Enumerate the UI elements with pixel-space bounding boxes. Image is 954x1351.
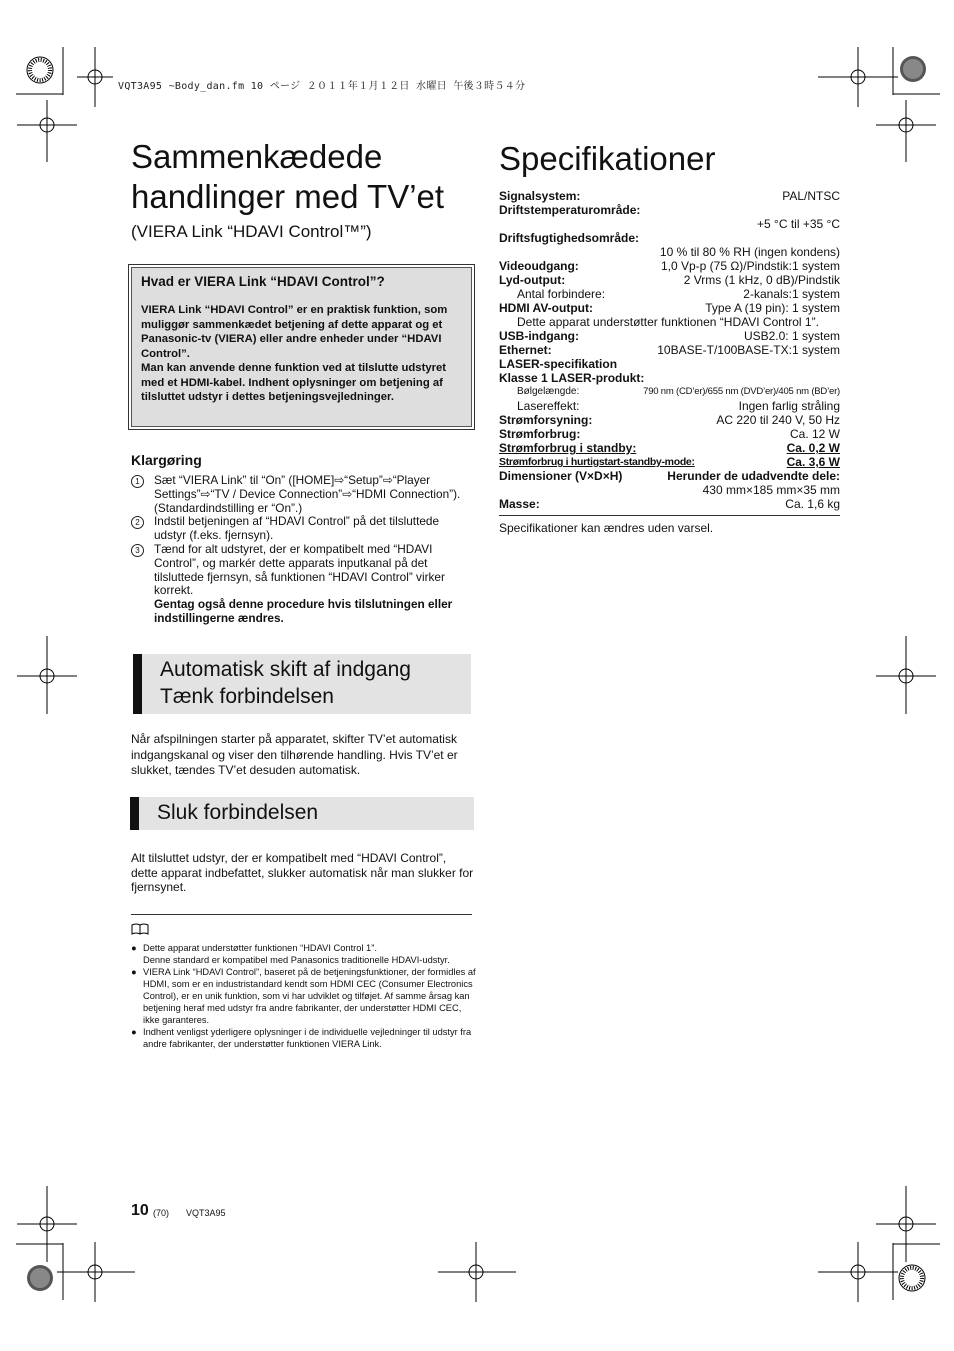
- info-box-para-2: Man kan anvende denne funktion ved at tilslutte udstyret med et HDMI-kabel. Indhent oplysninger om betjening af tilsluttet udstyr i dettes betjeningsvejledninger.: [141, 362, 447, 403]
- spec-label: Strømforbrug i hurtigstart-standby-mode:: [499, 456, 695, 468]
- spec-label: HDMI AV-output:: [499, 301, 593, 315]
- info-box-para-1: VIERA Link “HDAVI Control” er en praktisk funktion, som muliggør sammenkædet betjening af dette apparat og et Panasonic-tv (VIERA) eller andre enheder under “HDAVI Control”.: [141, 304, 448, 360]
- spec-value: +5 °C til +35 °C: [757, 217, 840, 231]
- section-title-line-2: Tænk forbindelsen: [160, 685, 334, 708]
- spec-value: Ca. 0,2 W: [786, 441, 840, 455]
- section-1-text: Når afspilningen starter på apparatet, skifter TV’et automatisk indgangskanal og viser den tilhørende handling. Hvis TV’et er slukket, tændes TV’et desuden automatisk.: [131, 732, 458, 777]
- spec-label: Driftstemperaturområde:: [499, 203, 641, 217]
- spec-label: Strømforsyning:: [499, 413, 593, 427]
- spec-label: Videoudgang:: [499, 259, 579, 273]
- spec-value: 2 Vrms (1 kHz, 0 dB)/Pindstik: [683, 273, 840, 287]
- specs-title: Specifikationer: [499, 140, 716, 177]
- section-title-line-1: Automatisk skift af indgang: [160, 658, 411, 681]
- spec-label: Antal forbindere:: [517, 287, 606, 301]
- spec-label: Masse:: [499, 497, 540, 511]
- spec-value: 790 nm (CD’er)/655 nm (DVD’er)/405 nm (BD’er): [643, 386, 840, 397]
- specs-divider: [499, 515, 840, 516]
- spec-value: Type A (19 pin): 1 system: [705, 301, 840, 315]
- spec-label: Dimensioner (V×D×H): [499, 469, 623, 483]
- info-box: [128, 264, 475, 430]
- spec-value: PAL/NTSC: [782, 189, 840, 203]
- spec-note: Dette apparat understøtter funktionen “HDAVI Control 1”.: [517, 315, 819, 329]
- spec-label: USB-indgang:: [499, 329, 579, 343]
- step-bold-note: Gentag også denne procedure hvis tilslutningen eller indstillingerne ændres.: [154, 597, 453, 625]
- spec-label: Bølgelængde:: [517, 386, 580, 397]
- step-number: 2: [131, 516, 144, 529]
- spec-value: 10BASE-T/100BASE-TX:1 system: [657, 343, 840, 357]
- spec-value: 430 mm×185 mm×35 mm: [702, 483, 840, 497]
- step-item: [131, 474, 474, 515]
- section-bar: [130, 797, 139, 830]
- notes-divider: [131, 914, 472, 915]
- spec-value: 10 % til 80 % RH (ingen kondens): [659, 245, 840, 259]
- section-bar: [133, 654, 142, 714]
- step-text: Sæt “VIERA Link” til “On” ([HOME]⇨“Setup”⇨“Player Settings”⇨“TV / Device Connection”⇨“HDMI Connection”).: [154, 473, 461, 501]
- specs-list: [499, 189, 840, 511]
- spec-value: 2-kanals:1 system: [743, 287, 840, 301]
- document-code: VQT3A95: [186, 1208, 226, 1218]
- spec-label: Strømforbrug:: [499, 427, 581, 441]
- step-item: [131, 543, 474, 626]
- book-icon: [131, 922, 149, 940]
- prep-heading: Klargøring: [131, 452, 202, 468]
- spec-label: Ethernet:: [499, 343, 552, 357]
- page-number: 10: [131, 1202, 149, 1219]
- notes-list: [131, 942, 476, 1050]
- spec-value: Ca. 1,6 kg: [785, 497, 840, 511]
- section-2-text: Alt tilsluttet udstyr, der er kompatibelt med “HDAVI Control”, dette apparat indbefattet, slukker automatisk når man slukker for fjernsynet.: [131, 851, 474, 894]
- spec-label: LASER-specifikation: [499, 357, 618, 371]
- note-item: ● Dette apparat understøtter funktionen “HDAVI Control 1”. Denne standard er kompatibel med Panasonics traditionelle HDAVI-udstyr.: [131, 943, 450, 965]
- spec-label: Lasereffekt:: [517, 399, 580, 413]
- spec-note: Herunder de udadvendte dele:: [667, 469, 840, 483]
- spec-label: Klasse 1 LASER-produkt:: [499, 371, 645, 385]
- spec-value: Ca. 3,6 W: [786, 455, 840, 469]
- specs-footnote: Specifikationer kan ændres uden varsel.: [499, 521, 714, 535]
- step-extra: (Standardindstilling er “On”.): [154, 500, 303, 515]
- spec-label: Strømforbrug i standby:: [499, 441, 637, 455]
- info-box-heading: Hvad er VIERA Link “HDAVI Control”?: [141, 274, 385, 289]
- spec-label: Signalsystem:: [499, 189, 581, 203]
- section-heading-power-off: [130, 797, 474, 830]
- step-number: 3: [131, 544, 144, 557]
- note-text: VIERA Link “HDAVI Control”, baseret på de betjeningsfunktioner, der formidles af HDMI, som er en industristandard kendt som HDMI CEC (Consumer Electronics Control), er en unik funktion, som vi har udviklet og tilføjet. Af samme årsag kan betjening heraf med udstyr fra andre fabrikanter, der understøtter HDMI CEC, ikke garanteres.: [143, 967, 476, 1025]
- step-text: Indstil betjeningen af “HDAVI Control” på det tilsluttede udstyr (f.eks. fjernsyn).: [154, 514, 440, 543]
- note-text: Denne standard er kompatibel med Panasonics traditionelle HDAVI-udstyr.: [143, 955, 450, 965]
- spec-value: 1,0 Vp-p (75 Ω)/Pindstik:1 system: [660, 259, 840, 273]
- print-header: VQT3A95 ~Body_dan.fm 10 ページ ２０１１年１月１２日 水曜日 午後３時５４分: [118, 81, 526, 92]
- crosshair-tl: [77, 47, 113, 107]
- spec-value: USB2.0: 1 system: [743, 329, 840, 343]
- spec-label: Lyd-output:: [499, 273, 566, 287]
- spec-value: Ca. 12 W: [789, 427, 840, 441]
- page-subtitle: (VIERA Link “HDAVI Control™”): [131, 222, 372, 241]
- step-text: Tænd for alt udstyret, der er kompatibelt med “HDAVI Control”, og markér dette apparats inputkanal på det tilsluttede fjernsyn, så funktionen “HDAVI Control” virker korrekt.: [154, 541, 445, 598]
- prep-steps: [131, 474, 474, 626]
- alt-page-number: (70): [153, 1208, 170, 1218]
- page-title: Sammenkædede handlinger med TV’et: [131, 138, 445, 215]
- section-heading-auto-input: [133, 654, 471, 714]
- note-text: Dette apparat understøtter funktionen “HDAVI Control 1”.: [143, 943, 377, 953]
- spec-value: AC 220 til 240 V, 50 Hz: [716, 413, 840, 427]
- spec-label: Driftsfugtighedsområde:: [499, 231, 640, 245]
- spec-value: Ingen farlig stråling: [738, 399, 840, 413]
- section-title: Sluk forbindelsen: [157, 801, 319, 824]
- step-item: [131, 515, 474, 543]
- note-item: ● Indhent venligst yderligere oplysninger i de individuelle vejledninger til udstyr fra andre fabrikanter, der understøtter funktionen VIERA Link.: [131, 1026, 476, 1050]
- step-number: 1: [131, 475, 144, 488]
- note-text: Indhent venligst yderligere oplysninger i de individuelle vejledninger til udstyr fra andre fabrikanter, der understøtter funktionen VIERA Link.: [143, 1027, 472, 1049]
- note-item: ● VIERA Link “HDAVI Control”, baseret på de betjeningsfunktioner, der formidles af HDMI, som er en industristandard kendt som HDMI CEC (Consumer Electronics Control), er en unik funktion, som vi har udviklet og tilføjet. Af samme årsag kan betjening heraf med udstyr fra andre fabrikanter, der understøtter HDMI CEC, ikke garanteres.: [131, 967, 476, 1025]
